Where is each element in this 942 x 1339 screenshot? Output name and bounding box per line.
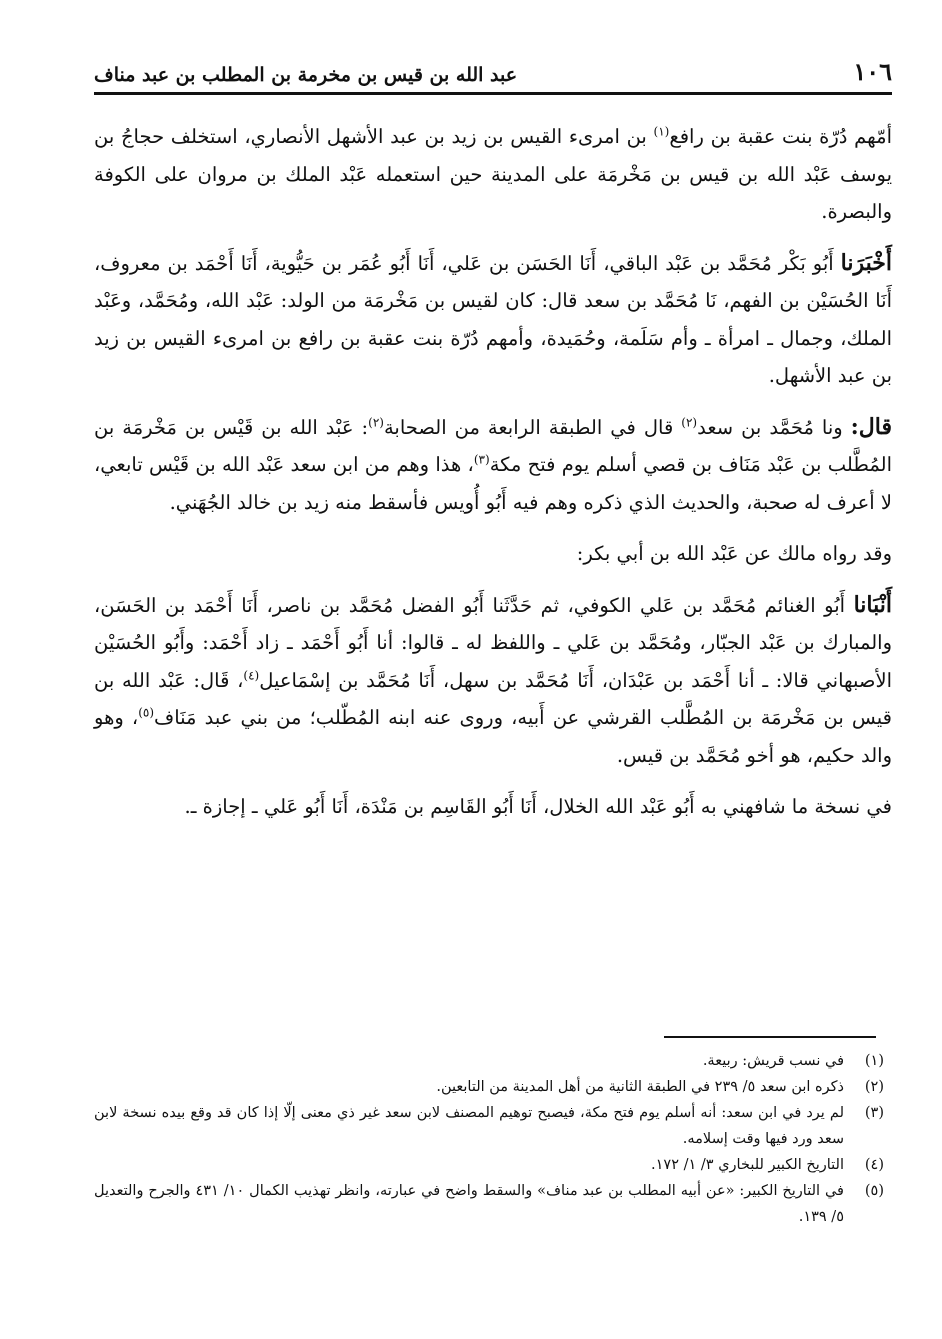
- footnote-ref-2[interactable]: (٢): [368, 415, 384, 429]
- footnote-ref-2[interactable]: (٢): [681, 415, 698, 429]
- footnote-ref-1[interactable]: (١): [653, 124, 670, 139]
- chain-lead-word: قال:: [850, 413, 892, 440]
- footnote-number: (٣): [864, 1105, 884, 1121]
- page-number: ١٠٦: [853, 57, 892, 86]
- footnote: [94, 1048, 884, 1074]
- footnote-ref-4[interactable]: (٤): [243, 668, 260, 682]
- paragraph-5: أَنْبَانا أَبُو الغنائم مُحَمَّد بن عَلي الكوفي، ثم حَدَّثَنا أَبُو الفضل مُحَمَّد بن ناصر، أَنَا أَحْمَد بن الحَسَن، والمبارك بن عَبْد الجبّار، ومُحَمَّد بن عَلي ـ واللفظ له ـ قالوا: أنا أَبُو أَحْمَد ـ زاد أَحْمَد: وأَبُو الحُسَيْن الأصبهاني قالا: ـ أنا أَحْمَد بن عَبْدَان، أَنَا مُحَمَّد بن سهل، أَنَا مُحَمَّد بن إسْمَاعيل$^{(٤)}$، قَال: عَبْد الله بن قيس بن مَخْرمَة بن المُطَّلب القرشي عن أَبيه، وروى عنه ابنه المُطّلب؛ من بني عبد مَنَاف$^{(٥)}$، وهو والد حكيم، هو أخو مُحَمَّد بن قيس.: [94, 591, 892, 767]
- paragraph-4: وقد رواه مالك عن عَبْد الله بن أبي بكر:: [576, 542, 892, 565]
- footnote: [94, 1074, 884, 1100]
- footnote-text: التاريخ الكبير للبخاري ٣/ ١/ ١٧٢.: [651, 1157, 844, 1173]
- header-rule: [94, 92, 892, 95]
- paragraph-2: أَخْبَرَنا أَبُو بَكْر مُحَمَّد بن عَبْد الباقي، أَنَا الحَسَن بن عَلي، أَنَا أَبُو عُمَر بن حَيُّوية، أَنَا أَحْمَد بن معروف، أَنَا الحُسَيْن بن الفهم، نَا مُحَمَّد بن سعد قال: كان لقيس بن مَخْرمَة من الولد: عَبْد الله، ومُحَمَّد، وعَبْد الملك، وجمال ـ امرأة ـ وأم سَلَمة، وحُمَيدة، وأمهم دُرّة بنت عقبة بن رافع بن امرىء القيس بن زيد بن عبد الأشهل.: [94, 249, 892, 387]
- footnote-text: في التاريخ الكبير: «عن أبيه المطلب بن عبد مناف» والسقط واضح في عبارته، وانظر تهذيب الكمال ١٠/ ٤٣١ والجرح والتعديل ٥/ ١٣٩.: [94, 1183, 844, 1225]
- footnote-ref-5[interactable]: (٥): [138, 705, 155, 720]
- chain-lead-word: أَخْبَرَنا: [840, 249, 892, 276]
- footnote-number: (٢): [864, 1079, 884, 1095]
- footnote-number: (٥): [864, 1183, 884, 1199]
- footnote-text: لم يرد في ابن سعد: أنه أسلم يوم فتح مكة، فيصبح توهيم المصنف لابن سعد غير ذي معنى إلّا إذا كان قد وقع بيده نسخة لابن سعد ورد فيها وقت إسلامه.: [94, 1105, 844, 1147]
- footnote: [94, 1152, 884, 1178]
- footnote-number: (٤): [864, 1157, 884, 1173]
- footnote: [94, 1178, 884, 1230]
- main-text: [94, 118, 892, 840]
- footnote-separator: [664, 1036, 876, 1038]
- footnote-ref-3[interactable]: (٣): [473, 452, 490, 467]
- page-header: [94, 56, 892, 86]
- footnote-number: (١): [864, 1053, 884, 1069]
- footnote-text: في نسب قريش: ربيعة.: [702, 1053, 844, 1069]
- paragraph-3: قال: ونا مُحَمَّد بن سعد$^{(٢)}$ قال في الطبقة الرابعة من الصحابة$^{(٢)}$: عَبْد الله بن قَيْس بن مَخْرمَة بن المُطَّلب بن عَبْد مَنَاف بن قصي أسلم يوم فتح مكة$^{(٣)}$، هذا وهم من ابن سعد عَبْد الله بن قَيْس تابعي، لا أعرف له صحبة، والحديث الذي ذكره وهم فيه أَبُو أُويس فأسقط منه زيد بن خالد الجُهَني.: [94, 413, 892, 514]
- footnotes: [94, 1048, 884, 1230]
- paragraph-6: في نسخة ما شافهني به أَبُو عَبْد الله الخلال، أَنَا أَبُو القَاسِم بن مَنْدَة، أَنَا أَبُو عَلي ـ إجازة ـ.: [184, 795, 892, 818]
- chain-lead-word: أَنْبَانا: [853, 591, 892, 618]
- running-title: عبد الله بن قيس بن مخرمة بن المطلب بن عبد مناف: [94, 64, 518, 86]
- paragraph-1: أمّهم دُرّة بنت عقبة بن رافع$^{(١)}$ بن امرىء القيس بن زيد بن عبد الأشهل الأنصاري، استخلف حجاجُ بن يوسف عَبْد الله بن قيس بن مَخْرمَة على المدينة حين استعمله عَبْد الملك بن مروان على الكوفة والبصرة.: [94, 124, 892, 223]
- footnote: [94, 1100, 884, 1152]
- footnote-text: ذكره ابن سعد ٥/ ٢٣٩ في الطبقة الثانية من أهل المدينة من التابعين.: [436, 1079, 844, 1095]
